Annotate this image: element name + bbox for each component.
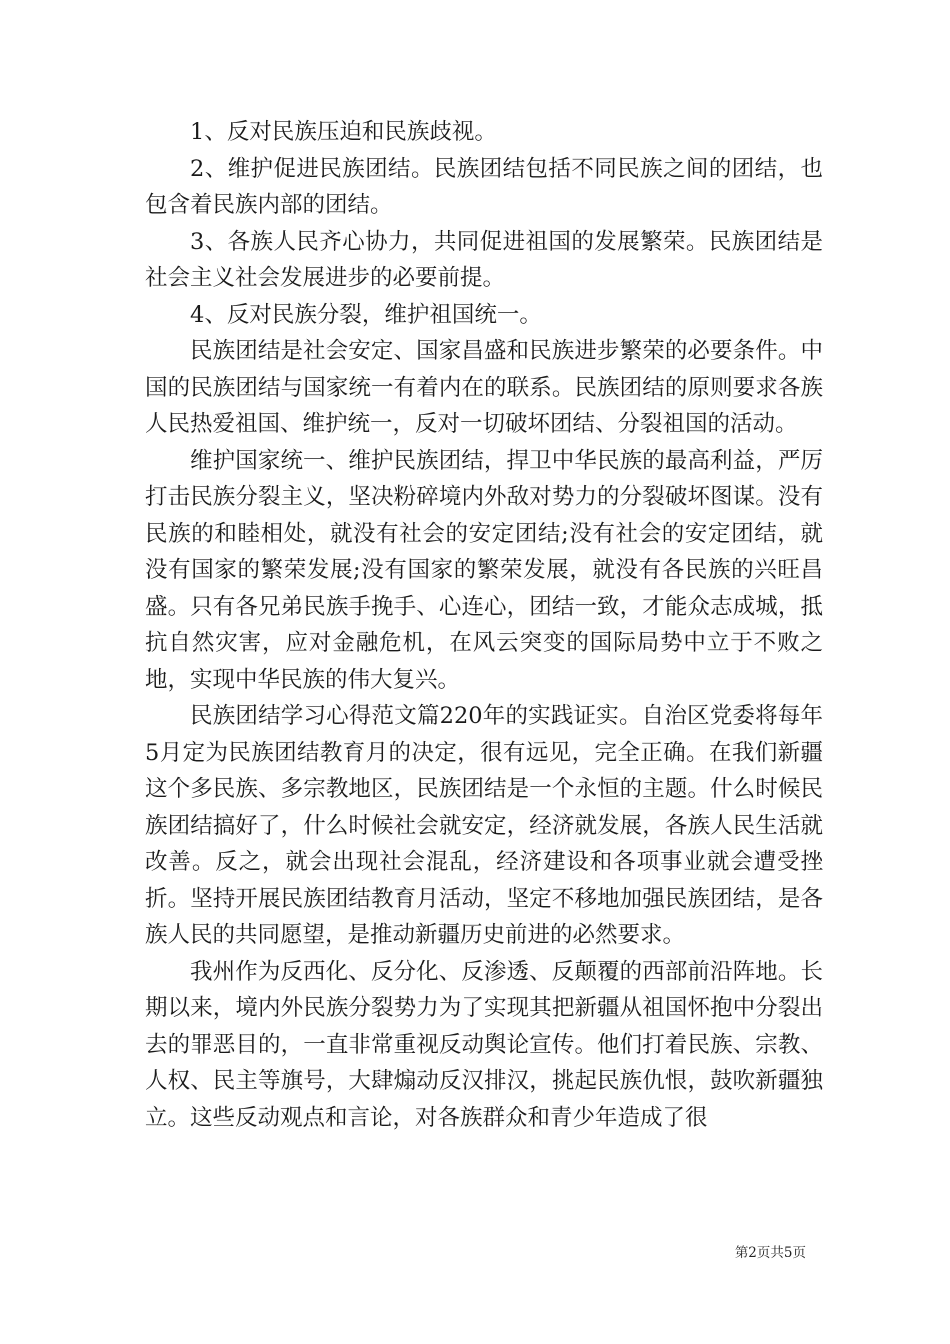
- paragraph-7: 民族团结学习心得范文篇220年的实践证实。自治区党委将每年5月定为民族团结教育月的决定，很有远见，完全正确。在我们新疆这个多民族、多宗教地区，民族团结是一个永恒的主题。什么时候民族团结搞好了，什么时候社会就安定，经济就发展，各族人民生活就改善。反之，就会出现社会混乱，经济建设和各项事业就会遭受挫折。坚持开展民族团结教育月活动，坚定不移地加强民族团结，是各族人民的共同愿望，是推动新疆历史前进的必然要求。: [145, 703, 823, 948]
- paragraph-4: 4、反对民族分裂，维护祖国统一。: [190, 301, 542, 328]
- paragraph-2: 2、维护促进民族团结。民族团结包括不同民族之间的团结，也包含着民族内部的团结。: [145, 155, 823, 218]
- paragraph-3: 3、各族人民齐心协力，共同促进祖国的发展繁荣。民族团结是社会主义社会发展进步的必要前提。: [145, 228, 823, 291]
- page-number-footer: 第2页共5页: [734, 1245, 806, 1261]
- paragraph-1: 1、反对民族压迫和民族歧视。: [190, 119, 497, 145]
- paragraph-8: 我州作为反西化、反分化、反渗透、反颠覆的西部前沿阵地。长期以来，境内外民族分裂势力为了实现其把新疆从祖国怀抱中分裂出去的罪恶目的，一直非常重视反动舆论宣传。他们打着民族、宗教、人权、民主等旗号，大肆煽动反汉排汉，挑起民族仇恨，鼓吹新疆独立。这些反动观点和言论，对各族群众和青少年造成了很: [145, 958, 823, 1131]
- document-body: [145, 114, 823, 1136]
- paragraph-6: 维护国家统一、维护民族团结，捍卫中华民族的最高利益，严厉打击民族分裂主义，坚决粉碎境内外敌对势力的分裂破坏图谋。没有民族的和睦相处，就没有社会的安定团结;没有社会的安定团结，就没有国家的繁荣发展;没有国家的繁荣发展，就没有各民族的兴旺昌盛。只有各兄弟民族手挽手、心连心，团结一致，才能众志成城，抵抗自然灾害，应对金融危机，在风云突变的国际局势中立于不败之地，实现中华民族的伟大复兴。: [145, 447, 823, 693]
- paragraph-5: 民族团结是社会安定、国家昌盛和民族进步繁荣的必要条件。中国的民族团结与国家统一有着内在的联系。民族团结的原则要求各族人民热爱祖国、维护统一，反对一切破坏团结、分裂祖国的活动。: [145, 338, 823, 437]
